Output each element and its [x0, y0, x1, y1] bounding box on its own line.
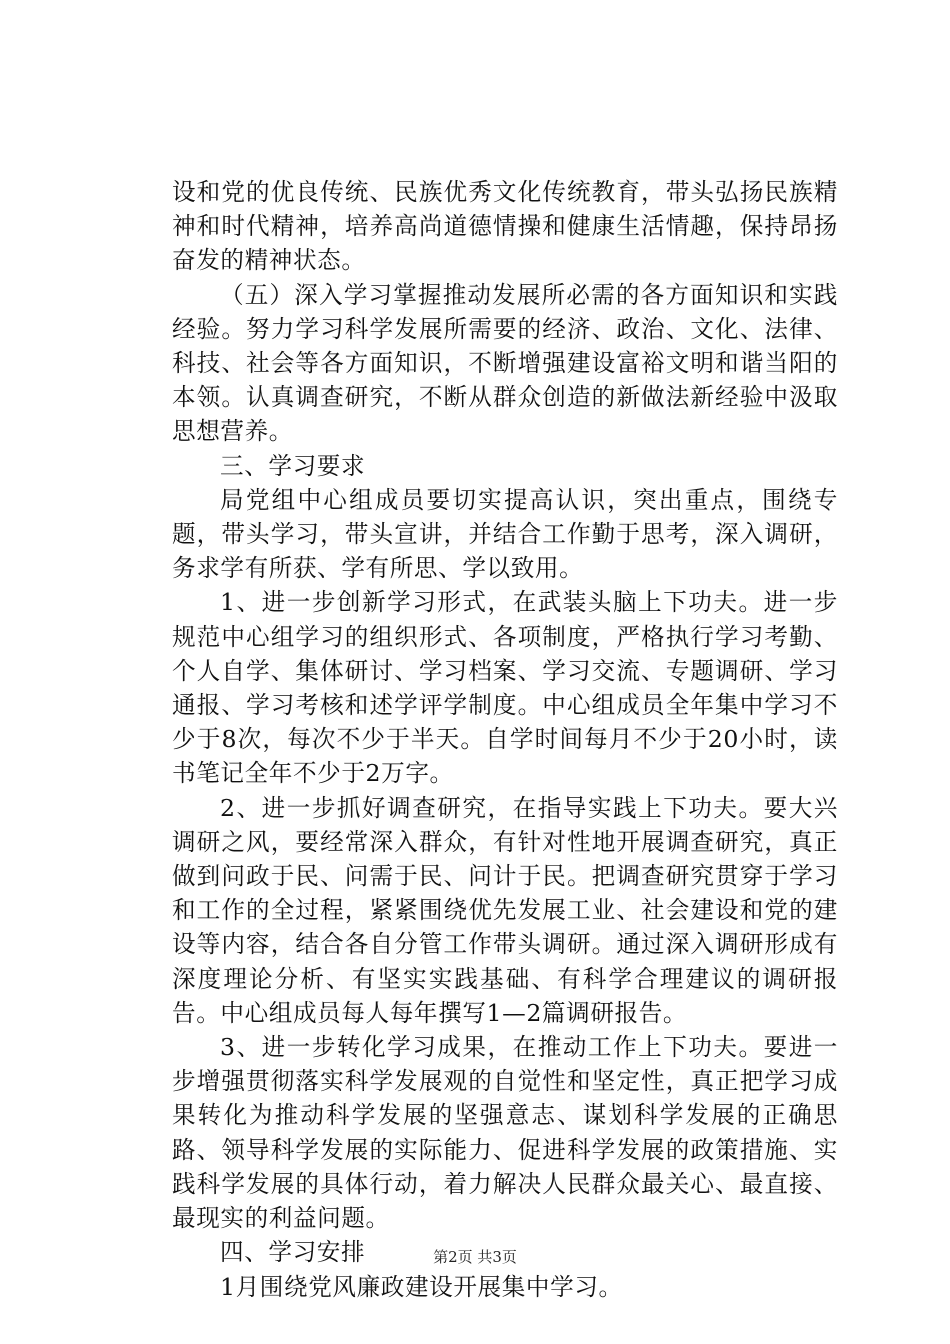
paragraph-requirement-3: 3、进一步转化学习成果，在推动工作上下功夫。要进一步增强贯彻落实科学发展观的自觉性和坚定性，真正把学习成果转化为推动科学发展的坚强意志、谋划科学发展的正确思路、领导科学发展的实际能力、促进科学发展的政策措施、实践科学发展的具体行动，着力解决人民群众最关心、最直接、最现实的利益问题。: [172, 1033, 838, 1233]
heading-study-requirements: 三、学习要求: [220, 451, 366, 480]
paragraph-requirement-2: 2、进一步抓好调查研究，在指导实践上下功夫。要大兴调研之风，要经常深入群众，有针对性地开展调查研究，真正做到问政于民、问需于民、问计于民。把调查研究贯穿于学习和工作的全过程，紧紧围绕优先发展工业、社会建设和党的建设等内容，结合各自分管工作带头调研。通过深入调研形成有深度理论分析、有坚实实践基础、有科学合理建议的调研报告。中心组成员每人每年撰写1—2篇调研报告。: [172, 793, 838, 1027]
paragraph-requirements-intro: 局党组中心组成员要切实提高认识，突出重点，围绕专题，带头学习，带头宣讲，并结合工作勤于思考，深入调研，务求学有所获、学有所思、学以致用。: [172, 485, 838, 583]
heading-study-schedule: 四、学习安排: [220, 1238, 366, 1267]
page-number-footer: 第2页 共3页: [433, 1248, 517, 1266]
paragraph-requirement-1: 1、进一步创新学习形式，在武装头脑上下功夫。进一步规范中心组学习的组织形式、各项制度，严格执行学习考勤、个人自学、集体研讨、学习档案、学习交流、专题调研、学习通报、学习考核和述学评学制度。中心组成员全年集中学习不少于8次，每次不少于半天。自学时间每月不少于20小时，读书笔记全年不少于2万字。: [172, 588, 838, 788]
paragraph-continuation: 设和党的优良传统、民族优秀文化传统教育，带头弘扬民族精神和时代精神，培养高尚道德情操和健康生活情趣，保持昂扬奋发的精神状态。: [172, 178, 838, 275]
document-body: [172, 175, 838, 1304]
paragraph-schedule-january: 1月围绕党风廉政建设开展集中学习。: [220, 1272, 623, 1301]
paragraph-section-five: （五）深入学习掌握推动发展所必需的各方面知识和实践经验。努力学习科学发展所需要的经济、政治、文化、法律、科技、社会等各方面知识，不断增强建设富裕文明和谐当阳的本领。认真调查研究，不断从群众创造的新做法新经验中汲取思想营养。: [172, 280, 838, 446]
